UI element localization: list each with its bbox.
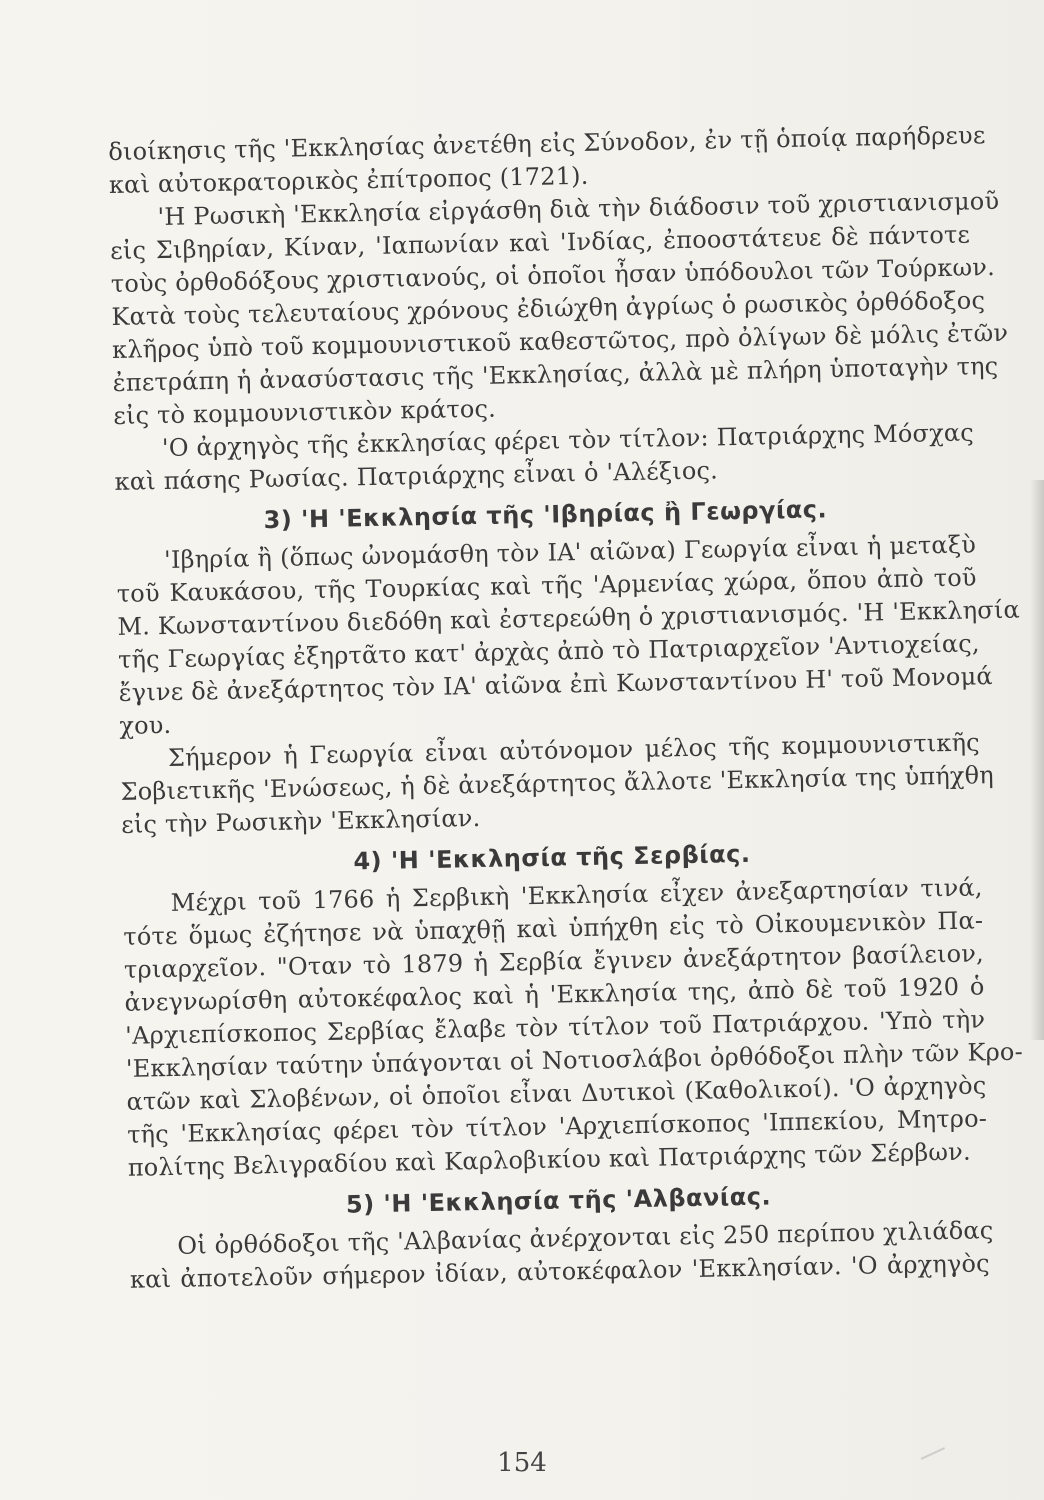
section-heading-serbia: 4) 'Η 'Εκκλησία τῆς Σερβίας. bbox=[353, 839, 751, 876]
text-line: καὶ αὐτοκρατορικὸς ἐπίτροπος (1721). bbox=[108, 161, 589, 199]
page-text-block bbox=[108, 119, 1024, 1296]
text-line: καὶ πάσης Ρωσίας. Πατριάρχης εἶναι ὁ 'Αλέξιος. bbox=[114, 456, 719, 496]
text-line: 'Ιβηρία ἢ (ὅπως ὠνομάσθη τὸν ΙΑ' αἰῶνα) Γεωργία εἶναι ἡ μεταξὺ bbox=[163, 530, 977, 574]
section-heading-georgia: 3) 'Η 'Εκκλησία τῆς 'Ιβηρίας ἢ Γεωργίας. bbox=[263, 495, 828, 535]
text-line: τότε ὅμως ἐζήτησε νὰ ὑπαχθῇ καὶ ὑπήχθη εἰς τὸ Οἰκουμενικὸν Πα- bbox=[123, 906, 984, 951]
text-line: χου. bbox=[119, 710, 172, 740]
text-line: Σοβιετικῆς 'Ενώσεως, ἡ δὲ ἀνεξάρτητος ἄλλοτε 'Εκκλησία της ὑπήχθη bbox=[120, 761, 995, 806]
text-line: ἀνεγνωρίσθη αὐτοκέφαλος καὶ ἡ 'Εκκλησία της, ἀπὸ δὲ τοῦ 1920 ὁ bbox=[124, 972, 985, 1017]
text-line: κλῆρος ὑπὸ τοῦ κομμουνιστικοῦ καθεστῶτος, πρὸ ὀλίγων δὲ μόλις ἐτῶν bbox=[111, 318, 1009, 364]
text-line: πολίτης Βελιγραδίου καὶ Καρλοβικίου καὶ Πατριάρχης τῶν Σέρβων. bbox=[127, 1137, 972, 1182]
text-line: τριαρχεῖον. "Οταν τὸ 1879 ἡ Σερβία ἔγινεν ἀνεξάρτητον βασίλειον, bbox=[123, 939, 985, 984]
text-line: ἐπετράπη ἡ ἀνασύστασις τῆς 'Εκκλησίας, ἀλλὰ μὲ πλήρη ὑποταγὴν της bbox=[112, 351, 999, 397]
text-line: Σήμερον ἡ Γεωργία εἶναι αὐτόνομον μέλος τῆς κομμουνιστικῆς bbox=[167, 728, 981, 772]
text-line: εἰς τὴν Ρωσικὴν 'Εκκλησίαν. bbox=[120, 803, 481, 839]
page-number: 154 bbox=[497, 1448, 547, 1478]
text-line: Οἱ ὀρθόδοξοι τῆς 'Αλβανίας ἀνέρχονται εἰς 250 περίπου χιλιάδας bbox=[177, 1216, 994, 1260]
text-line: 'Εκκλησίαν ταύτην ὑπάγονται οἱ Νοτιοσλάβοι ὀρθόδοξοι πλὴν τῶν Κρο- bbox=[125, 1037, 1024, 1083]
text-line: ατῶν καὶ Σλοβένων, οἱ ὁποῖοι εἶναι Δυτικοὶ (Καθολικοί). 'Ο ἀρχηγὸς bbox=[126, 1071, 987, 1116]
text-line: τῆς Γεωργίας ἐξηρτᾶτο κατ' ἀρχὰς ἀπὸ τὸ Πατριαρχεῖον 'Αντιοχείας, bbox=[117, 629, 981, 674]
text-line: 'Αρχιεπίσκοπος Σερβίας ἔλαβε τὸν τίτλον τοῦ Πατριάρχου. 'Υπὸ τὴν bbox=[125, 1005, 986, 1050]
page-edge-shadow bbox=[1030, 480, 1044, 1040]
text-line: τοῦ Καυκάσου, τῆς Τουρκίας καὶ τῆς 'Αρμενίας χώρα, ὅπου ἀπὸ τοῦ bbox=[116, 563, 977, 608]
text-line: τοὺς ὀρθοδόξους χριστιανούς, οἱ ὁποῖοι ἦσαν ὑπόδουλοι τῶν Τούρκων. bbox=[110, 253, 996, 298]
text-line: 'Η Ρωσικὴ 'Εκκλησία εἰργάσθη διὰ τὴν διάδοσιν τοῦ χριστιανισμοῦ bbox=[157, 186, 1000, 232]
text-line: εἰς τὸ κομμουνιστικὸν κράτος. bbox=[113, 394, 497, 430]
text-line: Μέχρι τοῦ 1766 ἡ Σερβικὴ 'Εκκλησία εἶχεν ἀνεξαρτησίαν τινά, bbox=[170, 873, 983, 917]
text-line: τῆς 'Εκκλησίας φέρει τὸν τίτλον 'Αρχιεπίσκοπος 'Ιππεκίου, Μητρο- bbox=[126, 1104, 988, 1149]
text-line: ἔγινε δὲ ἀνεξάρτητος τὸν ΙΑ' αἰῶνα ἐπὶ Κωνσταντίνου Η' τοῦ Μονομά bbox=[118, 662, 994, 707]
text-line: διοίκησις τῆς 'Εκκλησίας ἀνετέθη εἰς Σύνοδον, ἐν τῇ ὁποίᾳ παρήδρευε bbox=[108, 121, 986, 166]
text-line: Κατὰ τοὺς τελευταίους χρόνους ἐδιώχθη ἀγρίως ὁ ρωσικὸς ὀρθόδοξος bbox=[111, 286, 986, 331]
text-line: καὶ ἀποτελοῦν σήμερον ἰδίαν, αὐτοκέφαλον 'Εκκλησίαν. 'Ο ἀρχηγὸς bbox=[129, 1249, 991, 1294]
section-heading-albania: 5) 'Η 'Εκκλησία τῆς 'Αλβανίας. bbox=[345, 1182, 772, 1219]
text-line: Μ. Κωνσταντίνου διεδόθη καὶ ἐστερεώθη ὁ χριστιανισμός. 'Η 'Εκκλησία bbox=[117, 595, 1021, 641]
text-line: 'Ο ἀρχηγὸς τῆς ἐκκλησίας φέρει τὸν τίτλον: Πατριάρχης Μόσχας bbox=[161, 418, 975, 463]
text-line: εἰς Σιβηρίαν, Κίναν, 'Ιαπωνίαν καὶ 'Ινδίας, ἐποοστάτευε δὲ πάντοτε bbox=[109, 220, 971, 265]
